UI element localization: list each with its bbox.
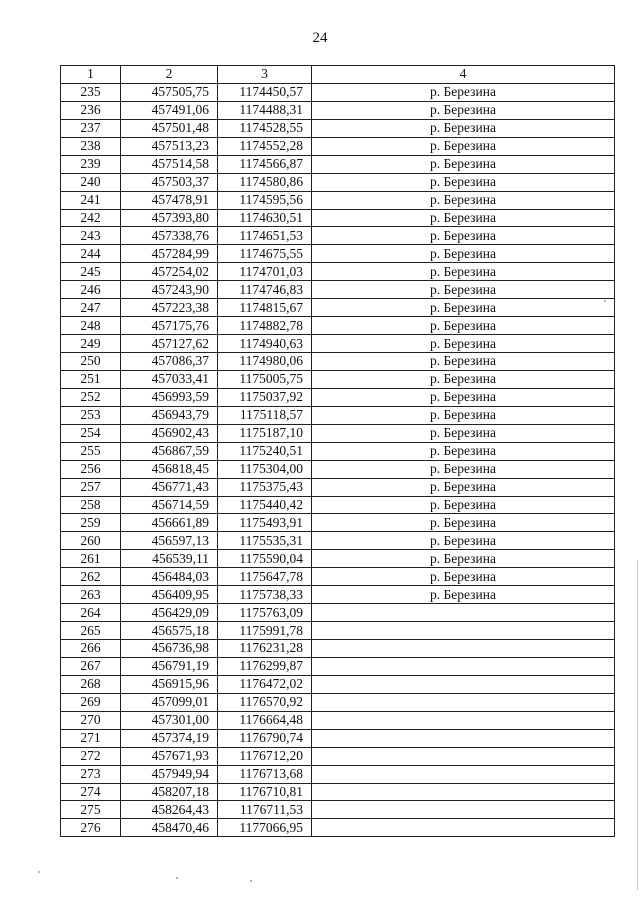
description-cell: р. Березина <box>312 550 615 568</box>
point-number-cell: 244 <box>61 245 121 263</box>
table-row <box>61 711 615 729</box>
y-coordinate-cell: 1174815,67 <box>218 299 312 317</box>
x-coordinate-cell: 456867,59 <box>121 442 218 460</box>
y-coordinate-cell: 1174528,55 <box>218 119 312 137</box>
y-coordinate-cell: 1175440,42 <box>218 496 312 514</box>
y-coordinate-cell: 1176299,87 <box>218 657 312 675</box>
x-coordinate-cell: 457501,48 <box>121 119 218 137</box>
table-row <box>61 299 615 317</box>
description-cell: р. Березина <box>312 209 615 227</box>
description-cell: р. Березина <box>312 155 615 173</box>
description-cell: р. Березина <box>312 514 615 532</box>
table-row <box>61 604 615 622</box>
point-number-cell: 239 <box>61 155 121 173</box>
x-coordinate-cell: 456736,98 <box>121 640 218 658</box>
y-coordinate-cell: 1175037,92 <box>218 388 312 406</box>
y-coordinate-cell: 1176711,53 <box>218 801 312 819</box>
point-number-cell: 257 <box>61 478 121 496</box>
point-number-cell: 237 <box>61 119 121 137</box>
scan-speck <box>604 300 606 302</box>
y-coordinate-cell: 1174980,06 <box>218 353 312 371</box>
description-cell: р. Березина <box>312 353 615 371</box>
description-cell: р. Березина <box>312 478 615 496</box>
x-coordinate-cell: 458264,43 <box>121 801 218 819</box>
y-coordinate-cell: 1175738,33 <box>218 586 312 604</box>
description-cell: р. Березина <box>312 460 615 478</box>
table-row <box>61 245 615 263</box>
x-coordinate-cell: 457503,37 <box>121 173 218 191</box>
point-number-cell: 253 <box>61 406 121 424</box>
point-number-cell: 275 <box>61 801 121 819</box>
x-coordinate-cell: 456818,45 <box>121 460 218 478</box>
y-coordinate-cell: 1174701,03 <box>218 263 312 281</box>
point-number-cell: 243 <box>61 227 121 245</box>
point-number-cell: 242 <box>61 209 121 227</box>
table-row <box>61 173 615 191</box>
x-coordinate-cell: 456661,89 <box>121 514 218 532</box>
description-cell <box>312 729 615 747</box>
point-number-cell: 248 <box>61 317 121 335</box>
table-row <box>61 532 615 550</box>
x-coordinate-cell: 456771,43 <box>121 478 218 496</box>
point-number-cell: 261 <box>61 550 121 568</box>
description-cell <box>312 693 615 711</box>
table-row <box>61 442 615 460</box>
description-cell <box>312 604 615 622</box>
x-coordinate-cell: 456597,13 <box>121 532 218 550</box>
y-coordinate-cell: 1175590,04 <box>218 550 312 568</box>
y-coordinate-cell: 1176712,20 <box>218 747 312 765</box>
table-row <box>61 568 615 586</box>
x-coordinate-cell: 457338,76 <box>121 227 218 245</box>
table-row <box>61 693 615 711</box>
table-row <box>61 801 615 819</box>
y-coordinate-cell: 1175991,78 <box>218 622 312 640</box>
y-coordinate-cell: 1176570,92 <box>218 693 312 711</box>
x-coordinate-cell: 458470,46 <box>121 819 218 837</box>
x-coordinate-cell: 456915,96 <box>121 675 218 693</box>
x-coordinate-cell: 457033,41 <box>121 370 218 388</box>
description-cell: р. Березина <box>312 173 615 191</box>
point-number-cell: 236 <box>61 101 121 119</box>
description-cell <box>312 747 615 765</box>
x-coordinate-cell: 457254,02 <box>121 263 218 281</box>
table-row <box>61 155 615 173</box>
x-coordinate-cell: 457284,99 <box>121 245 218 263</box>
point-number-cell: 266 <box>61 640 121 658</box>
point-number-cell: 240 <box>61 173 121 191</box>
x-coordinate-cell: 457393,80 <box>121 209 218 227</box>
y-coordinate-cell: 1175763,09 <box>218 604 312 622</box>
x-coordinate-cell: 457374,19 <box>121 729 218 747</box>
y-coordinate-cell: 1175118,57 <box>218 406 312 424</box>
table-row <box>61 370 615 388</box>
y-coordinate-cell: 1174882,78 <box>218 317 312 335</box>
table-row <box>61 83 615 101</box>
scan-speck <box>250 880 252 882</box>
y-coordinate-cell: 1176710,81 <box>218 783 312 801</box>
point-number-cell: 256 <box>61 460 121 478</box>
y-coordinate-cell: 1175375,43 <box>218 478 312 496</box>
y-coordinate-cell: 1174651,53 <box>218 227 312 245</box>
point-number-cell: 249 <box>61 335 121 353</box>
x-coordinate-cell: 457514,58 <box>121 155 218 173</box>
table-row <box>61 227 615 245</box>
point-number-cell: 272 <box>61 747 121 765</box>
table-row <box>61 675 615 693</box>
y-coordinate-cell: 1174746,83 <box>218 281 312 299</box>
point-number-cell: 262 <box>61 568 121 586</box>
description-cell: р. Березина <box>312 424 615 442</box>
table-row <box>61 119 615 137</box>
y-coordinate-cell: 1176472,02 <box>218 675 312 693</box>
y-coordinate-cell: 1174580,86 <box>218 173 312 191</box>
point-number-cell: 235 <box>61 83 121 101</box>
scan-speck <box>38 871 40 873</box>
table-row <box>61 640 615 658</box>
description-cell: р. Березина <box>312 388 615 406</box>
y-coordinate-cell: 1177066,95 <box>218 819 312 837</box>
y-coordinate-cell: 1176231,28 <box>218 640 312 658</box>
x-coordinate-cell: 456575,18 <box>121 622 218 640</box>
description-cell: р. Березина <box>312 406 615 424</box>
description-cell: р. Березина <box>312 442 615 460</box>
y-coordinate-cell: 1176713,68 <box>218 765 312 783</box>
description-cell: р. Березина <box>312 101 615 119</box>
x-coordinate-cell: 457243,90 <box>121 281 218 299</box>
x-coordinate-cell: 457491,06 <box>121 101 218 119</box>
point-number-cell: 264 <box>61 604 121 622</box>
table-row <box>61 101 615 119</box>
y-coordinate-cell: 1175240,51 <box>218 442 312 460</box>
description-cell <box>312 765 615 783</box>
x-coordinate-cell: 457223,38 <box>121 299 218 317</box>
y-coordinate-cell: 1174488,31 <box>218 101 312 119</box>
x-coordinate-cell: 457671,93 <box>121 747 218 765</box>
table-body <box>61 83 615 836</box>
x-coordinate-cell: 457478,91 <box>121 191 218 209</box>
y-coordinate-cell: 1174552,28 <box>218 137 312 155</box>
x-coordinate-cell: 456902,43 <box>121 424 218 442</box>
description-cell: р. Березина <box>312 299 615 317</box>
description-cell <box>312 819 615 837</box>
x-coordinate-cell: 457086,37 <box>121 353 218 371</box>
y-coordinate-cell: 1175493,91 <box>218 514 312 532</box>
page-number: 24 <box>312 30 328 46</box>
point-number-cell: 269 <box>61 693 121 711</box>
description-cell: р. Березина <box>312 586 615 604</box>
table-row <box>61 388 615 406</box>
header-col-2: 2 <box>121 66 218 84</box>
description-cell <box>312 640 615 658</box>
y-coordinate-cell: 1176790,74 <box>218 729 312 747</box>
point-number-cell: 270 <box>61 711 121 729</box>
description-cell: р. Березина <box>312 317 615 335</box>
description-cell: р. Березина <box>312 227 615 245</box>
description-cell: р. Березина <box>312 335 615 353</box>
description-cell: р. Березина <box>312 83 615 101</box>
x-coordinate-cell: 457301,00 <box>121 711 218 729</box>
x-coordinate-cell: 457175,76 <box>121 317 218 335</box>
table-row <box>61 514 615 532</box>
scan-speck <box>176 877 178 879</box>
point-number-cell: 247 <box>61 299 121 317</box>
table-row <box>61 191 615 209</box>
point-number-cell: 254 <box>61 424 121 442</box>
point-number-cell: 268 <box>61 675 121 693</box>
description-cell: р. Березина <box>312 119 615 137</box>
x-coordinate-cell: 458207,18 <box>121 783 218 801</box>
header-col-1: 1 <box>61 66 121 84</box>
y-coordinate-cell: 1174566,87 <box>218 155 312 173</box>
table-row <box>61 550 615 568</box>
point-number-cell: 273 <box>61 765 121 783</box>
description-cell: р. Березина <box>312 263 615 281</box>
table-row <box>61 209 615 227</box>
table-row <box>61 406 615 424</box>
point-number-cell: 255 <box>61 442 121 460</box>
point-number-cell: 245 <box>61 263 121 281</box>
point-number-cell: 258 <box>61 496 121 514</box>
table-row <box>61 819 615 837</box>
x-coordinate-cell: 456791,19 <box>121 657 218 675</box>
table-row <box>61 353 615 371</box>
table-row <box>61 622 615 640</box>
point-number-cell: 251 <box>61 370 121 388</box>
x-coordinate-cell: 456943,79 <box>121 406 218 424</box>
y-coordinate-cell: 1174450,57 <box>218 83 312 101</box>
table-row <box>61 424 615 442</box>
x-coordinate-cell: 456993,59 <box>121 388 218 406</box>
point-number-cell: 246 <box>61 281 121 299</box>
point-number-cell: 267 <box>61 657 121 675</box>
point-number-cell: 271 <box>61 729 121 747</box>
point-number-cell: 265 <box>61 622 121 640</box>
x-coordinate-cell: 456409,95 <box>121 586 218 604</box>
description-cell: р. Березина <box>312 568 615 586</box>
table-header-row <box>61 66 615 84</box>
description-cell: р. Березина <box>312 137 615 155</box>
description-cell <box>312 675 615 693</box>
scan-edge-line <box>637 560 638 890</box>
x-coordinate-cell: 456484,03 <box>121 568 218 586</box>
table-row <box>61 496 615 514</box>
description-cell: р. Березина <box>312 245 615 263</box>
table-row <box>61 263 615 281</box>
y-coordinate-cell: 1175535,31 <box>218 532 312 550</box>
y-coordinate-cell: 1175647,78 <box>218 568 312 586</box>
point-number-cell: 274 <box>61 783 121 801</box>
coordinates-table <box>60 65 615 837</box>
point-number-cell: 241 <box>61 191 121 209</box>
description-cell <box>312 801 615 819</box>
table-row <box>61 765 615 783</box>
x-coordinate-cell: 457505,75 <box>121 83 218 101</box>
point-number-cell: 263 <box>61 586 121 604</box>
x-coordinate-cell: 457513,23 <box>121 137 218 155</box>
description-cell <box>312 657 615 675</box>
y-coordinate-cell: 1174630,51 <box>218 209 312 227</box>
table-row <box>61 281 615 299</box>
y-coordinate-cell: 1174940,63 <box>218 335 312 353</box>
header-col-3: 3 <box>218 66 312 84</box>
table-row <box>61 335 615 353</box>
point-number-cell: 250 <box>61 353 121 371</box>
x-coordinate-cell: 457949,94 <box>121 765 218 783</box>
table-row <box>61 460 615 478</box>
y-coordinate-cell: 1175304,00 <box>218 460 312 478</box>
description-cell <box>312 711 615 729</box>
header-col-4: 4 <box>312 66 615 84</box>
point-number-cell: 259 <box>61 514 121 532</box>
point-number-cell: 260 <box>61 532 121 550</box>
x-coordinate-cell: 456539,11 <box>121 550 218 568</box>
x-coordinate-cell: 456429,09 <box>121 604 218 622</box>
y-coordinate-cell: 1175187,10 <box>218 424 312 442</box>
point-number-cell: 276 <box>61 819 121 837</box>
y-coordinate-cell: 1176664,48 <box>218 711 312 729</box>
table-row <box>61 317 615 335</box>
x-coordinate-cell: 457099,01 <box>121 693 218 711</box>
table-row <box>61 783 615 801</box>
table-row <box>61 586 615 604</box>
point-number-cell: 252 <box>61 388 121 406</box>
table-row <box>61 137 615 155</box>
description-cell: р. Березина <box>312 532 615 550</box>
description-cell: р. Березина <box>312 370 615 388</box>
y-coordinate-cell: 1174595,56 <box>218 191 312 209</box>
table-row <box>61 729 615 747</box>
table-row <box>61 747 615 765</box>
y-coordinate-cell: 1175005,75 <box>218 370 312 388</box>
description-cell <box>312 622 615 640</box>
table-row <box>61 657 615 675</box>
y-coordinate-cell: 1174675,55 <box>218 245 312 263</box>
description-cell: р. Березина <box>312 281 615 299</box>
x-coordinate-cell: 457127,62 <box>121 335 218 353</box>
x-coordinate-cell: 456714,59 <box>121 496 218 514</box>
table-row <box>61 478 615 496</box>
point-number-cell: 238 <box>61 137 121 155</box>
description-cell <box>312 783 615 801</box>
description-cell: р. Березина <box>312 496 615 514</box>
description-cell: р. Березина <box>312 191 615 209</box>
